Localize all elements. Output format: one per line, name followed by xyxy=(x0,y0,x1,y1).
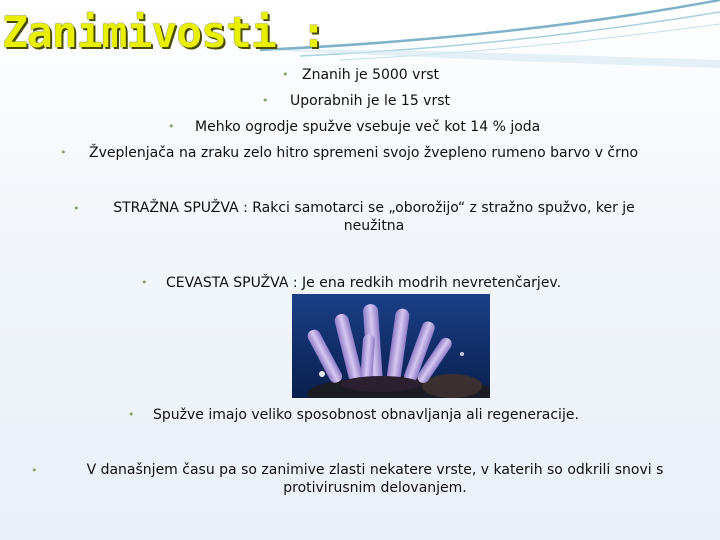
bullet-icon: • xyxy=(73,202,80,215)
fact-iodine: Mehko ogrodje spužve vsebuje več kot 14 % joda xyxy=(195,119,541,135)
fact-antiviral: V današnjem času pa so zanimive zlasti nekatere vrste, v katerih so odkrili snovi s protivirusnim delovanjem. xyxy=(86,462,664,496)
tube-sponge-illustration xyxy=(292,294,490,398)
fact-tube-sponge: CEVASTA SPUŽVA : Je ena redkih modrih nevretenčarjev. xyxy=(166,275,562,291)
tube-sponge-photo xyxy=(292,294,490,398)
fact-useful-species: Uporabnih je le 15 vrst xyxy=(290,93,451,109)
bullet-icon: • xyxy=(31,464,38,477)
bullet-icon: • xyxy=(168,120,175,133)
bullet-icon: • xyxy=(141,276,148,289)
fact-guard-sponge: STRAŽNA SPUŽVA : Rakci samotarci se „oborožijo“ z stražno spužvo, ker je neužitna xyxy=(113,200,635,234)
bullet-icon: • xyxy=(60,146,67,159)
bullet-icon: • xyxy=(128,408,135,421)
fact-species-count: Znanih je 5000 vrst xyxy=(302,67,439,83)
slide-title: Zanimivosti : xyxy=(2,8,326,58)
bullet-icon: • xyxy=(282,68,289,81)
fact-regeneration: Spužve imajo veliko sposobnost obnavljanja ali regeneracije. xyxy=(153,407,579,423)
fact-sulphur-sponge: Žveplenjača na zraku zelo hitro spremeni svojo žvepleno rumeno barvo v črno xyxy=(89,145,639,161)
bullet-icon: • xyxy=(262,94,269,107)
